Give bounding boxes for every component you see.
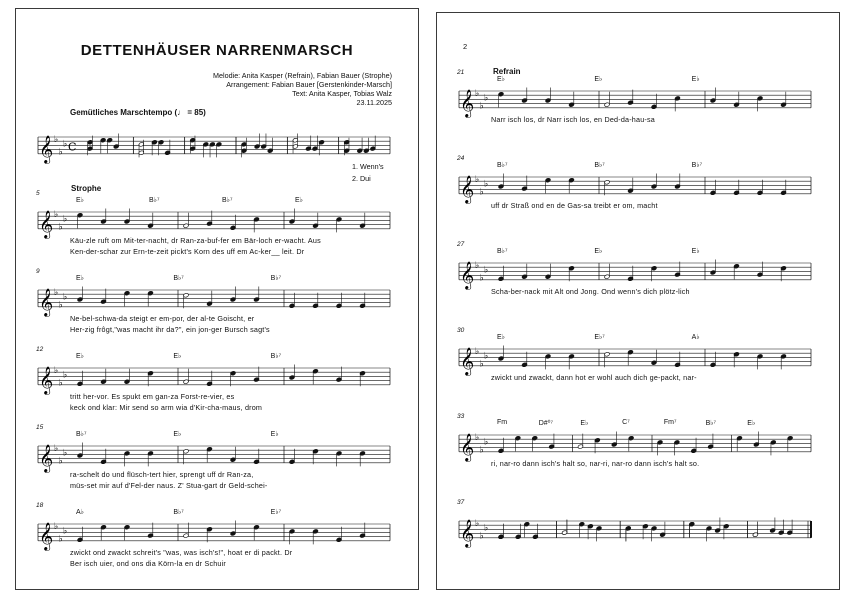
key-flat-icon: ♭: [58, 147, 63, 158]
time-signature: C: [68, 140, 77, 154]
chord-symbol: E♭: [76, 275, 84, 282]
measure-number: 15: [36, 424, 44, 431]
chord-symbol: E♭: [594, 76, 603, 83]
tempo-marking: Gemütliches Marschtempo (♩ = 85): [70, 108, 206, 117]
key-flat-icon: ♭: [58, 378, 63, 389]
chord-symbol: E♭: [76, 197, 84, 204]
key-flat-icon: ♭: [484, 351, 489, 362]
key-flat-icon: ♭: [54, 522, 59, 532]
measure-number: 24: [457, 155, 465, 162]
key-flat-icon: ♭: [475, 519, 480, 529]
lyric-line-verse2: keck ond klar: Mir send so arm wia d'Kir-cha-maus, drom: [70, 403, 263, 412]
measure-number: 12: [36, 346, 44, 353]
chord-symbol: B♭⁷: [270, 275, 282, 282]
measure-number: 27: [457, 241, 465, 248]
measure-number: 9: [36, 268, 40, 275]
melody-staff: [459, 255, 811, 289]
treble-clef-icon: 𝄞: [460, 174, 475, 203]
chord-symbol: E♭: [747, 420, 756, 427]
treble-clef-icon: 𝄞: [39, 209, 54, 238]
score-page-2: [436, 12, 840, 590]
treble-clef-icon: 𝄞: [39, 443, 54, 472]
chord-symbol: B♭⁷: [691, 162, 703, 169]
chord-symbol: E♭: [594, 248, 603, 255]
chord-symbol: Fm: [497, 419, 508, 426]
key-flat-icon: ♭: [54, 288, 59, 298]
key-flat-icon: ♭: [63, 448, 68, 459]
key-flat-icon: ♭: [484, 265, 489, 276]
melody-staff: [459, 341, 811, 375]
lyric-line-verse2: Her-zig frôgt,"was macht ihr da?", ein jon-ger Bursch sagt's: [70, 325, 270, 334]
lyric-line-verse1: Käu-zle ruft om Mit-ter-nacht, dr Ran-za-buf-fer em Bär-loch er-wacht. Aus: [70, 236, 321, 245]
treble-clef-icon: 𝄞: [460, 346, 475, 375]
lyric-line-verse1: uff dr Straß ond en de Gas-sa treibt er om, macht: [491, 201, 658, 210]
chord-symbol: B♭⁷: [222, 197, 233, 204]
key-flat-icon: ♭: [58, 456, 63, 467]
credit-text: Text: Anita Kasper, Tobias Walz: [292, 89, 392, 98]
key-flat-icon: ♭: [479, 531, 484, 542]
chord-symbol: E♭: [497, 334, 505, 341]
melody-staff: [38, 204, 390, 238]
chord-symbol: B♭⁷: [705, 420, 717, 427]
key-flat-icon: ♭: [58, 222, 63, 233]
treble-clef-icon: 𝄞: [460, 432, 475, 461]
chord-symbol: E♭: [173, 431, 182, 438]
key-flat-icon: ♭: [475, 433, 480, 443]
melody-staff: [459, 169, 811, 203]
chord-symbol: B♭⁷: [497, 162, 508, 169]
score-page-1: [15, 8, 419, 590]
melody-staff: [38, 438, 390, 472]
measure-number: 33: [457, 413, 465, 420]
key-flat-icon: ♭: [54, 135, 59, 145]
lyric-line-verse1: Ne-bel-schwa-da steigt er em-por, der al-te Goischt, er: [70, 314, 255, 323]
key-flat-icon: ♭: [479, 187, 484, 198]
lyric-line-verse1: ri, nar-ro dann isch's halt so, nar-ri, nar-ro dann isch's halt so.: [491, 459, 700, 468]
measure-number: 5: [36, 190, 40, 197]
chord-symbol: Fm⁷: [663, 419, 677, 426]
treble-clef-icon: 𝄞: [460, 88, 475, 117]
key-flat-icon: ♭: [475, 89, 480, 99]
treble-clef-icon: 𝄞: [39, 134, 54, 163]
chord-symbol: B♭⁷: [497, 248, 508, 255]
chord-symbol: E♭: [691, 248, 700, 255]
key-flat-icon: ♭: [54, 444, 59, 454]
melody-staff: [38, 516, 390, 550]
intro-lyric-verse2: 2. Dui: [352, 174, 371, 183]
section-label-refrain: Refrain: [493, 67, 521, 76]
chord-symbol: C⁷: [622, 419, 630, 426]
lyric-line-verse1: Narr isch los, dr Narr isch los, en Ded-da-hau-sa: [491, 115, 655, 124]
lyric-line-verse1: Scha-ber-nack mit Alt ond Jong. Ond wenn's dich plötz-lich: [491, 287, 690, 296]
key-flat-icon: ♭: [475, 175, 480, 185]
treble-clef-icon: 𝄞: [460, 518, 475, 547]
key-flat-icon: ♭: [484, 437, 489, 448]
key-flat-icon: ♭: [484, 93, 489, 104]
lyric-line-verse1: zwickt und zwackt, dann hot er wohl auch dich ge-packt, nar-: [491, 373, 697, 382]
page-number: 2: [463, 42, 468, 51]
melody-staff: [459, 83, 811, 117]
key-flat-icon: ♭: [479, 359, 484, 370]
chord-symbol: B♭⁷: [149, 197, 160, 204]
key-flat-icon: ♭: [479, 445, 484, 456]
key-flat-icon: ♭: [58, 300, 63, 311]
key-flat-icon: ♭: [63, 370, 68, 381]
key-flat-icon: ♭: [63, 214, 68, 225]
song-title: DETTENHÄUSER NARRENMARSCH: [80, 42, 354, 59]
key-flat-icon: ♭: [479, 273, 484, 284]
measure-number: 30: [457, 327, 465, 334]
treble-clef-icon: 𝄞: [460, 260, 475, 289]
chord-symbol: B♭⁷: [173, 275, 184, 282]
lyric-line-verse1: ra-schelt do und flüsch-tert hier, sprengt uff dr Ran-za,: [70, 470, 254, 479]
chord-symbol: A♭: [691, 334, 700, 341]
chord-symbol: D#⁰⁷: [538, 420, 553, 427]
chord-symbol: B♭⁷: [173, 509, 184, 516]
key-flat-icon: ♭: [54, 210, 59, 220]
key-flat-icon: ♭: [63, 292, 68, 303]
chord-symbol: E♭: [497, 76, 505, 83]
intro-lyric-verse1: 1. Wenn's: [352, 162, 384, 171]
chord-symbol: E♭: [270, 431, 279, 438]
chord-symbol: E♭: [580, 420, 589, 427]
key-flat-icon: ♭: [484, 523, 489, 534]
key-flat-icon: ♭: [475, 261, 480, 271]
intro-staff: [38, 127, 390, 173]
key-flat-icon: ♭: [484, 179, 489, 190]
key-flat-icon: ♭: [58, 534, 63, 545]
measure-number: 37: [457, 499, 465, 506]
chord-symbol: B♭⁷: [594, 162, 605, 169]
section-label-strophe: Strophe: [71, 184, 102, 193]
key-flat-icon: ♭: [63, 526, 68, 537]
chord-symbol: E♭: [295, 197, 303, 204]
chord-symbol: B♭⁷: [76, 431, 87, 438]
key-flat-icon: ♭: [63, 139, 68, 150]
treble-clef-icon: 𝄞: [39, 287, 54, 316]
key-flat-icon: ♭: [54, 366, 59, 376]
credit-melody: Melodie: Anita Kasper (Refrain), Fabian Bauer (Strophe): [213, 71, 392, 80]
chord-symbol: E♭⁷: [594, 334, 605, 341]
chord-symbol: E♭: [76, 353, 84, 360]
chord-symbol: B♭⁷: [270, 353, 282, 360]
measure-number: 21: [457, 69, 465, 76]
credit-arrangement: Arrangement: Fabian Bauer [Gerstenkinder-Marsch]: [226, 80, 392, 89]
lyric-line-verse1: tritt her-vor. Es spukt em gan-za Forst-re-vier, es: [70, 392, 235, 401]
melody-staff: [38, 360, 390, 394]
credit-date: 23.11.2025: [356, 98, 392, 107]
treble-clef-icon: 𝄞: [39, 521, 54, 550]
chord-symbol: E♭: [691, 76, 700, 83]
melody-staff: [459, 427, 811, 461]
chord-symbol: E♭: [173, 353, 182, 360]
lyric-line-verse1: zwickt ond zwackt schreit's "was, was isch's!", hoat er di packt. Dr: [70, 548, 293, 557]
lyric-line-verse2: Ken-der-schar zur Ern-te-zeit pickt's Korn des uff em Ac-ker__ leit. Dr: [70, 247, 305, 256]
key-flat-icon: ♭: [475, 347, 480, 357]
melody-staff: [459, 513, 811, 547]
key-flat-icon: ♭: [479, 101, 484, 112]
melody-staff: [38, 282, 390, 316]
measure-number: 18: [36, 502, 44, 509]
lyric-line-verse2: Ber isch uier, ond ons dia Körn-la en dr Schuir: [70, 559, 227, 568]
lyric-line-verse2: müs-set mir auf d'Fel-der naus. Z' Stua-gart dr Geld-schei-: [70, 481, 268, 490]
chord-symbol: A♭: [76, 509, 84, 516]
chord-symbol: E♭⁷: [270, 509, 282, 516]
treble-clef-icon: 𝄞: [39, 365, 54, 394]
